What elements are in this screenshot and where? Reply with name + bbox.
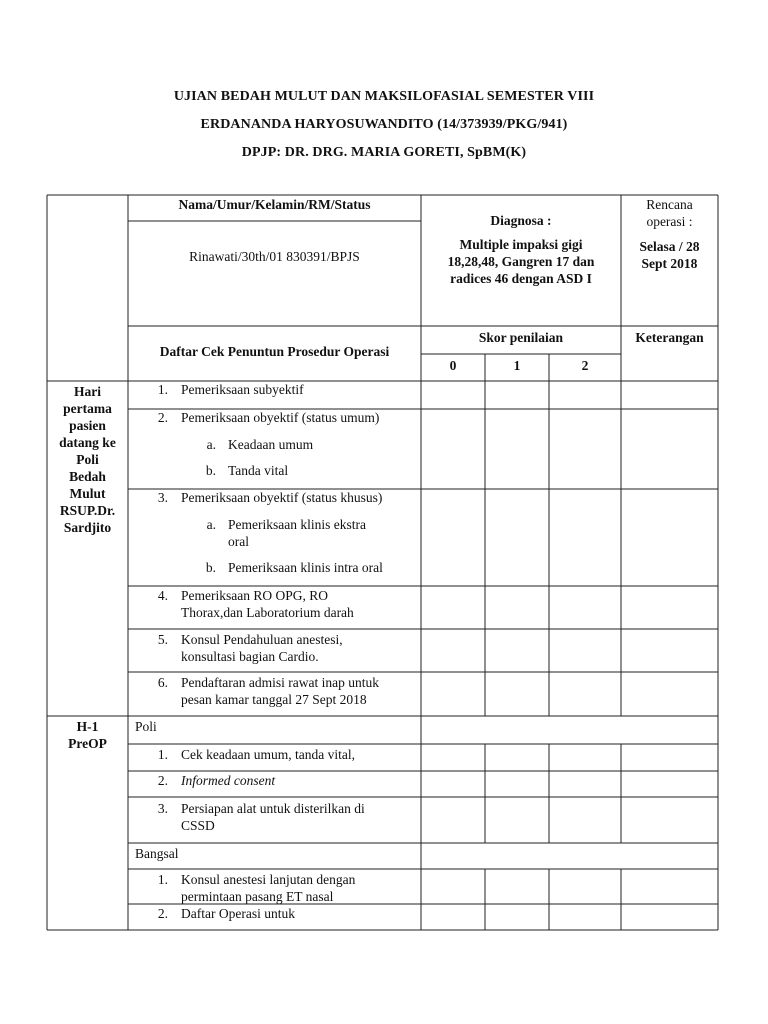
supervisor-line: DPJP: DR. DRG. MARIA GORETI, SpBM(K) [241, 145, 527, 160]
skor-col-0: 0 [449, 358, 457, 373]
section-1-label: Hari pertama pasien datang ke Poli Bedah Mulut RSUP.Dr. Sardjito [59, 384, 116, 535]
keterangan-label: Keterangan [635, 330, 704, 345]
skor-col-1: 1 [513, 358, 521, 373]
poli-label: Poli [135, 719, 157, 734]
section-2-label: H-1 PreOP [68, 719, 107, 751]
diagnosa-value: Multiple impaksi gigi 18,28,48, Gangren 17 dan radices 46 dengan ASD I [447, 237, 595, 286]
item-number: 1. [157, 382, 168, 397]
bangsal-label: Bangsal [135, 846, 179, 861]
patient-header: Nama/Umur/Kelamin/RM/Status [178, 197, 371, 212]
checklist-item: Konsul anestesi lanjutan dengan [181, 872, 356, 887]
document-title: UJIAN BEDAH MULUT DAN MAKSILOFASIAL SEMESTER VIII [173, 89, 595, 104]
checklist-item: permintaan pasang ET nasal [181, 889, 334, 904]
checklist-sub-item: oral [228, 534, 249, 549]
rencana-value: Selasa / 28 Sept 2018 [639, 239, 700, 271]
checklist-item: Pemeriksaan subyektif [181, 382, 304, 397]
sub-item-letter: a. [206, 517, 216, 532]
checklist-item: konsultasi bagian Cardio. [181, 649, 319, 664]
checklist-sub-item: Tanda vital [228, 463, 289, 478]
item-number: 2. [157, 773, 168, 788]
checklist-item: Pemeriksaan obyektif (status umum) [181, 410, 380, 425]
sub-item-letter: a. [206, 437, 216, 452]
item-number: 3. [157, 490, 168, 505]
checklist-item: Persiapan alat untuk disterilkan di [181, 801, 365, 816]
item-number: 5. [157, 632, 168, 647]
item-number: 6. [157, 675, 168, 690]
rencana-label: Rencana operasi : [646, 197, 693, 229]
item-number: 1. [157, 747, 168, 762]
checklist-item: Thorax,dan Laboratorium darah [181, 605, 354, 620]
item-number: 1. [157, 872, 168, 887]
checklist-item: Pemeriksaan obyektif (status khusus) [181, 490, 383, 505]
sub-item-letter: b. [205, 560, 216, 575]
checklist-item: Pemeriksaan RO OPG, RO [181, 588, 328, 603]
checklist-item: Konsul Pendahuluan anestesi, [181, 632, 343, 647]
item-number: 3. [157, 801, 168, 816]
checklist-item: Pendaftaran admisi rawat inap untuk [181, 675, 379, 690]
checklist-item: Daftar Operasi untuk [181, 906, 295, 921]
checklist-item: Cek keadaan umum, tanda vital, [181, 747, 355, 762]
sub-item-letter: b. [205, 463, 216, 478]
checklist-sub-item: Pemeriksaan klinis ekstra [228, 517, 366, 532]
checklist-sub-item: Keadaan umum [228, 437, 314, 452]
item-number: 2. [157, 410, 168, 425]
item-number: 4. [157, 588, 168, 603]
student-name: ERDANANDA HARYOSUWANDITO (14/373939/PKG/941) [200, 117, 568, 132]
item-number: 2. [157, 906, 168, 921]
checklist-item: CSSD [181, 818, 215, 833]
checklist-sub-item: Pemeriksaan klinis intra oral [228, 560, 383, 575]
skor-label: Skor penilaian [478, 330, 564, 345]
checklist-title: Daftar Cek Penuntun Prosedur Operasi [159, 344, 390, 359]
checklist-item: Informed consent [181, 773, 276, 788]
skor-col-2: 2 [581, 358, 589, 373]
checklist-item: pesan kamar tanggal 27 Sept 2018 [181, 692, 367, 707]
diagnosa-label: Diagnosa : [490, 213, 552, 228]
patient-value: Rinawati/30th/01 830391/BPJS [189, 249, 360, 264]
